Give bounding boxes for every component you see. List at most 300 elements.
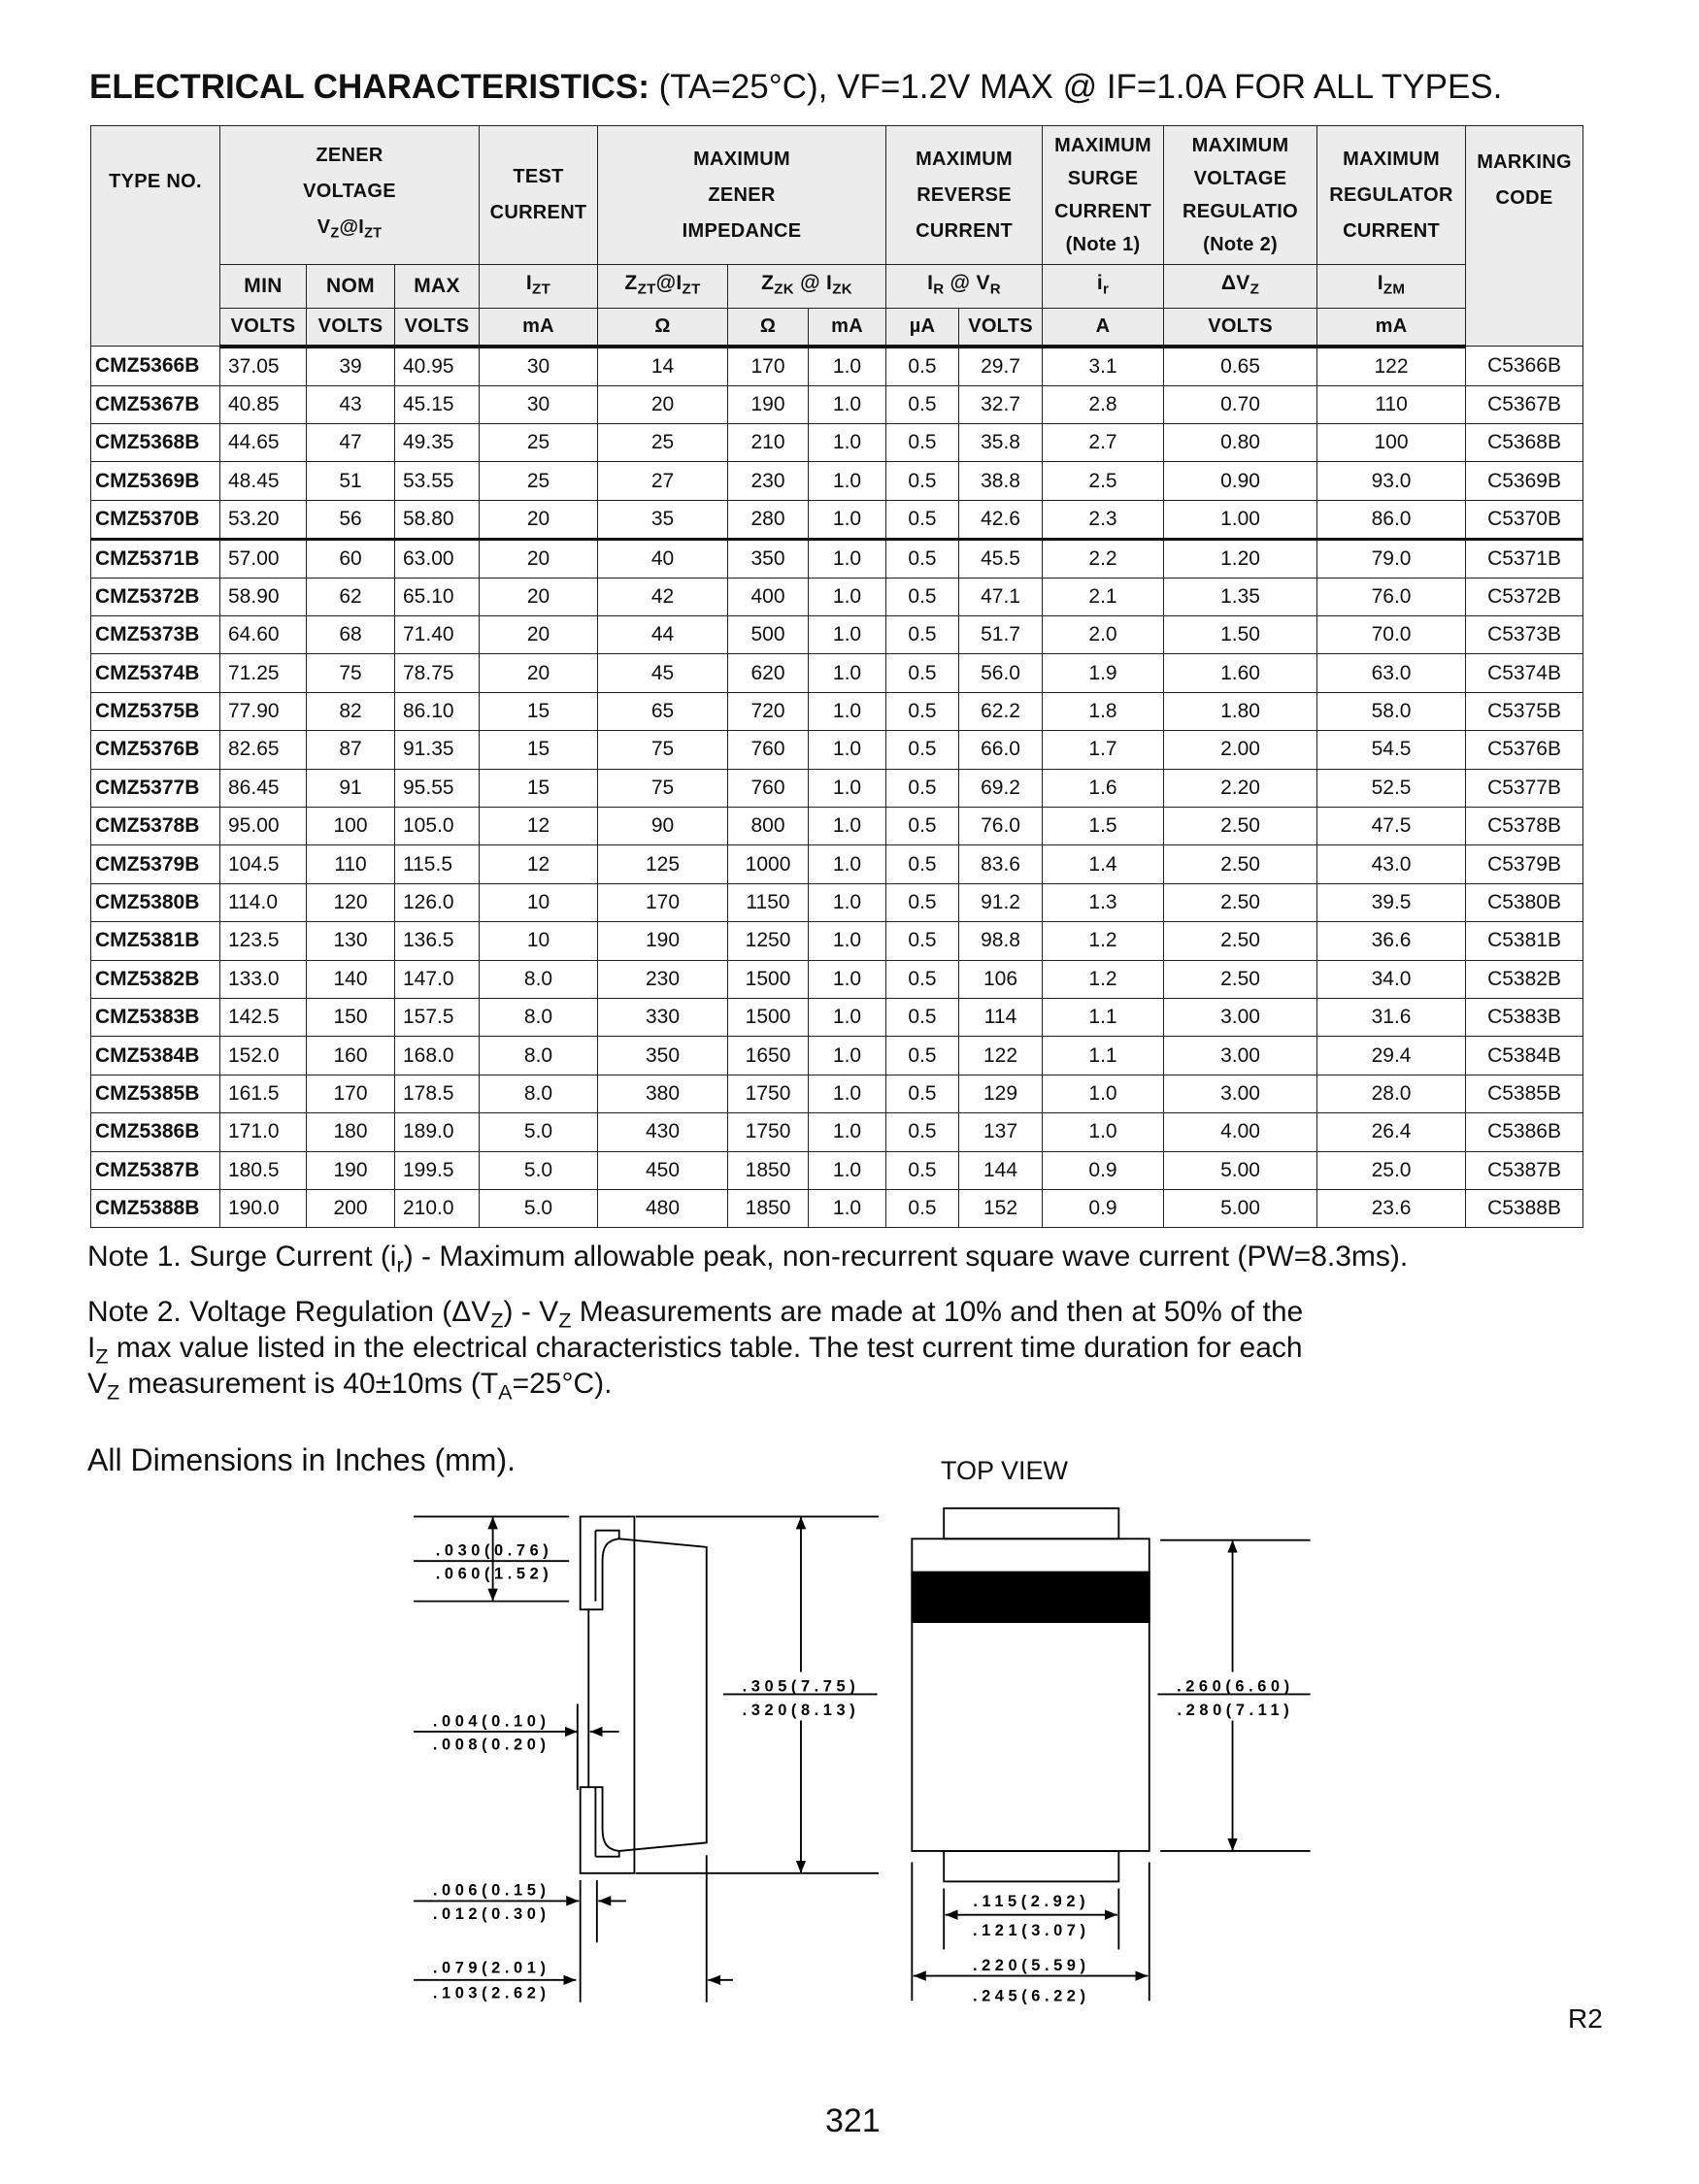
table-cell: 29.4: [1317, 1037, 1466, 1075]
marking-code-cell: C5383B: [1466, 999, 1583, 1037]
table-cell: 25: [598, 423, 728, 461]
table-cell: 2.20: [1164, 769, 1317, 807]
table-cell: 69.2: [959, 769, 1043, 807]
table-cell: 620: [728, 654, 809, 692]
table-cell: 35.8: [959, 423, 1043, 461]
table-cell: 178.5: [395, 1075, 480, 1112]
table-cell: 32.7: [959, 385, 1043, 423]
table-cell: 1.1: [1043, 1037, 1164, 1075]
table-cell: 104.5: [220, 845, 307, 883]
table-cell: 0.5: [886, 1151, 959, 1189]
type-number-cell: CMZ5366B: [91, 347, 220, 386]
table-cell: 2.0: [1043, 616, 1164, 654]
table-cell: 48.45: [220, 462, 307, 500]
table-cell: 0.5: [886, 462, 959, 500]
table-cell: 20: [480, 654, 598, 692]
table-cell: 40.85: [220, 385, 307, 423]
marking-code-cell: C5376B: [1466, 731, 1583, 769]
table-cell: 36.6: [1317, 922, 1466, 960]
column-group-header: MAXIMUM SURGE CURRENT (Note 1): [1043, 126, 1164, 265]
table-cell: 52.5: [1317, 769, 1466, 807]
table-cell: 76.0: [1317, 578, 1466, 615]
table-cell: 200: [307, 1189, 395, 1227]
marking-code-cell: C5385B: [1466, 1075, 1583, 1112]
table-cell: 43.0: [1317, 845, 1466, 883]
table-cell: 1.0: [809, 1189, 886, 1227]
table-cell: 380: [598, 1075, 728, 1112]
table-cell: 2.00: [1164, 731, 1317, 769]
dim-standoff-min: .004(0.10): [432, 1712, 550, 1731]
table-cell: 152: [959, 1189, 1043, 1227]
table-cell: 137: [959, 1113, 1043, 1151]
table-cell: 5.00: [1164, 1151, 1317, 1189]
unit-header: µA: [886, 308, 959, 347]
marking-code-cell: C5369B: [1466, 462, 1583, 500]
type-number-cell: CMZ5374B: [91, 654, 220, 692]
table-cell: 190: [728, 385, 809, 423]
table-cell: 0.80: [1164, 423, 1317, 461]
table-cell: 100: [1317, 423, 1466, 461]
unit-header: VOLTS: [307, 308, 395, 347]
table-cell: 330: [598, 999, 728, 1037]
table-cell: 25.0: [1317, 1151, 1466, 1189]
table-cell: 2.50: [1164, 960, 1317, 998]
symbol-header: $I_{ZT}$: [480, 265, 598, 309]
table-cell: 350: [598, 1037, 728, 1075]
table-cell: 70.0: [1317, 616, 1466, 654]
table-cell: 1.0: [809, 845, 886, 883]
dim-lead-width-min: .115(2.92): [973, 1893, 1090, 1911]
marking-code-cell: C5367B: [1466, 385, 1583, 423]
table-cell: 58.0: [1317, 692, 1466, 730]
marking-code-cell: C5388B: [1466, 1189, 1583, 1227]
table-cell: 190: [598, 922, 728, 960]
table-cell: 1.0: [809, 1113, 886, 1151]
table-cell: 42.6: [959, 500, 1043, 539]
table-cell: 161.5: [220, 1075, 307, 1112]
table-cell: 43: [307, 385, 395, 423]
marking-code-cell: C5377B: [1466, 769, 1583, 807]
table-cell: 5.0: [480, 1151, 598, 1189]
table-cell: 800: [728, 808, 809, 845]
table-cell: 0.5: [886, 385, 959, 423]
table-cell: 25: [480, 462, 598, 500]
table-cell: 0.5: [886, 692, 959, 730]
table-cell: 144: [959, 1151, 1043, 1189]
table-cell: 105.0: [395, 808, 480, 845]
table-cell: 1.5: [1043, 808, 1164, 845]
column-group-header: MAXIMUM ZENER IMPEDANCE: [598, 126, 886, 265]
table-cell: 0.5: [886, 769, 959, 807]
table-cell: 2.7: [1043, 423, 1164, 461]
table-cell: 58.80: [395, 500, 480, 539]
table-cell: 1.0: [809, 616, 886, 654]
table-cell: 210.0: [395, 1189, 480, 1227]
table-cell: 91.35: [395, 731, 480, 769]
table-cell: 3.1: [1043, 347, 1164, 386]
dim-lead-gap-max: .012(0.30): [432, 1904, 550, 1923]
table-cell: 106: [959, 960, 1043, 998]
table-cell: 110: [1317, 385, 1466, 423]
table-cell: 1.9: [1043, 654, 1164, 692]
type-number-cell: CMZ5377B: [91, 769, 220, 807]
table-cell: 0.5: [886, 539, 959, 578]
symbol-header: MAX: [395, 265, 480, 309]
table-cell: 2.50: [1164, 808, 1317, 845]
top-view-label: TOP VIEW: [941, 1456, 1069, 1485]
marking-code-cell: C5386B: [1466, 1113, 1583, 1151]
table-cell: 115.5: [395, 845, 480, 883]
marking-code-cell: C5374B: [1466, 654, 1583, 692]
type-number-cell: CMZ5372B: [91, 578, 220, 615]
dim-height-min: .079(2.01): [432, 1959, 550, 1977]
table-cell: 430: [598, 1113, 728, 1151]
table-cell: 1.2: [1043, 960, 1164, 998]
table-cell: 23.6: [1317, 1189, 1466, 1227]
table-cell: 180.5: [220, 1151, 307, 1189]
table-cell: 1.0: [809, 347, 886, 386]
table-cell: 5.00: [1164, 1189, 1317, 1227]
type-number-cell: CMZ5387B: [91, 1151, 220, 1189]
marking-code-cell: C5380B: [1466, 883, 1583, 921]
symbol-header: $Z_{ZK}$ @ $I_{ZK}$: [728, 265, 886, 309]
table-cell: 1.60: [1164, 654, 1317, 692]
table-cell: 38.8: [959, 462, 1043, 500]
table-cell: 75: [598, 769, 728, 807]
table-cell: 500: [728, 616, 809, 654]
dimensions-heading: All Dimensions in Inches (mm).: [87, 1442, 516, 1477]
table-cell: 1.1: [1043, 999, 1164, 1037]
table-cell: 1150: [728, 883, 809, 921]
table-cell: 62: [307, 578, 395, 615]
table-cell: 34.0: [1317, 960, 1466, 998]
title-bold: ELECTRICAL CHARACTERISTICS:: [89, 68, 650, 106]
table-cell: 2.50: [1164, 922, 1317, 960]
table-cell: 147.0: [395, 960, 480, 998]
table-cell: 90: [598, 808, 728, 845]
page-number: 321: [825, 2102, 881, 2139]
marking-code-cell: C5382B: [1466, 960, 1583, 998]
marking-code-cell: C5378B: [1466, 808, 1583, 845]
table-cell: 1.0: [809, 731, 886, 769]
table-cell: 30: [480, 385, 598, 423]
table-cell: 1500: [728, 999, 809, 1037]
table-cell: 20: [480, 539, 598, 578]
table-cell: 1.0: [809, 654, 886, 692]
table-cell: 1.0: [809, 922, 886, 960]
dim-lead-thickness-min: .030(0.76): [435, 1541, 553, 1560]
revision-label: R2: [1568, 2003, 1603, 2034]
table-cell: 8.0: [480, 1037, 598, 1075]
table-cell: 152.0: [220, 1037, 307, 1075]
table-cell: 1.0: [809, 1075, 886, 1112]
symbol-header: $Z_{ZT}@I_{ZT}$: [598, 265, 728, 309]
column-group-header: MAXIMUM REGULATOR CURRENT: [1317, 126, 1466, 265]
table-cell: 0.5: [886, 578, 959, 615]
table-cell: 12: [480, 845, 598, 883]
table-cell: 190.0: [220, 1189, 307, 1227]
table-cell: 91: [307, 769, 395, 807]
table-cell: 20: [480, 578, 598, 615]
table-cell: 1.00: [1164, 500, 1317, 539]
table-cell: 75: [598, 731, 728, 769]
table-cell: 8.0: [480, 960, 598, 998]
table-cell: 68: [307, 616, 395, 654]
table-cell: 47.1: [959, 578, 1043, 615]
side-view: [414, 1516, 879, 2002]
table-cell: 190: [307, 1151, 395, 1189]
table-cell: 0.65: [1164, 347, 1317, 386]
table-cell: 0.5: [886, 654, 959, 692]
table-cell: 28.0: [1317, 1075, 1466, 1112]
table-cell: 8.0: [480, 999, 598, 1037]
symbol-header: NOM: [307, 265, 395, 309]
marking-code-cell: C5375B: [1466, 692, 1583, 730]
dim-overall-length-min: .305(7.75): [742, 1677, 860, 1696]
symbol-header: $I_{ZM}$: [1317, 265, 1466, 309]
table-cell: 53.20: [220, 500, 307, 539]
type-number-cell: CMZ5386B: [91, 1113, 220, 1151]
table-cell: 0.70: [1164, 385, 1317, 423]
table-cell: 47: [307, 423, 395, 461]
table-cell: 0.90: [1164, 462, 1317, 500]
table-cell: 122: [959, 1037, 1043, 1075]
type-number-cell: CMZ5380B: [91, 883, 220, 921]
table-cell: 95.00: [220, 808, 307, 845]
table-cell: 20: [480, 500, 598, 539]
table-cell: 75: [307, 654, 395, 692]
table-cell: 45.15: [395, 385, 480, 423]
marking-code-cell: C5384B: [1466, 1037, 1583, 1075]
column-group-header: ZENER VOLTAGE $V_Z@I_{ZT}$: [220, 126, 480, 265]
table-cell: 86.10: [395, 692, 480, 730]
table-cell: 1.0: [809, 500, 886, 539]
table-cell: 77.90: [220, 692, 307, 730]
dim-standoff-max: .008(0.20): [432, 1736, 550, 1754]
table-cell: 180: [307, 1113, 395, 1151]
marking-code-cell: C5371B: [1466, 539, 1583, 578]
table-cell: 0.5: [886, 731, 959, 769]
marking-code-cell: C5381B: [1466, 922, 1583, 960]
dim-height-max: .103(2.62): [432, 1984, 550, 2002]
column-group-header: MAXIMUM REVERSE CURRENT: [886, 126, 1043, 265]
table-cell: 2.1: [1043, 578, 1164, 615]
table-cell: 199.5: [395, 1151, 480, 1189]
table-cell: 63.0: [1317, 654, 1466, 692]
table-cell: 78.75: [395, 654, 480, 692]
table-cell: 0.5: [886, 1189, 959, 1227]
unit-header: mA: [809, 308, 886, 347]
table-cell: 136.5: [395, 922, 480, 960]
marking-code-cell: C5379B: [1466, 845, 1583, 883]
marking-code-cell: C5372B: [1466, 578, 1583, 615]
table-cell: 122: [1317, 347, 1466, 386]
table-cell: 57.00: [220, 539, 307, 578]
table-cell: 130: [307, 922, 395, 960]
table-cell: 15: [480, 692, 598, 730]
table-cell: 1750: [728, 1113, 809, 1151]
table-cell: 29.7: [959, 347, 1043, 386]
table-cell: 8.0: [480, 1075, 598, 1112]
table-cell: 168.0: [395, 1037, 480, 1075]
table-cell: 0.5: [886, 616, 959, 654]
marking-code-cell: C5366B: [1466, 347, 1583, 386]
table-cell: 15: [480, 769, 598, 807]
table-cell: 1850: [728, 1151, 809, 1189]
title-conditions: (TA=25°C), VF=1.2V MAX @ IF=1.0A FOR ALL TYPES.: [649, 68, 1503, 106]
table-cell: 157.5: [395, 999, 480, 1037]
table-cell: 47.5: [1317, 808, 1466, 845]
dim-lead-width-max: .121(3.07): [972, 1922, 1090, 1940]
table-cell: 0.5: [886, 960, 959, 998]
marking-code-cell: C5368B: [1466, 423, 1583, 461]
table-cell: 1500: [728, 960, 809, 998]
table-cell: 450: [598, 1151, 728, 1189]
table-cell: 56.0: [959, 654, 1043, 692]
dim-body-length-min: .260(6.60): [1177, 1677, 1294, 1696]
unit-header: mA: [480, 308, 598, 347]
table-cell: 1.2: [1043, 922, 1164, 960]
table-cell: 65.10: [395, 578, 480, 615]
table-cell: 480: [598, 1189, 728, 1227]
table-cell: 3.00: [1164, 1037, 1317, 1075]
table-cell: 125: [598, 845, 728, 883]
marking-code-cell: C5373B: [1466, 616, 1583, 654]
table-cell: 1.7: [1043, 731, 1164, 769]
table-cell: 760: [728, 769, 809, 807]
dim-overall-length-max: .320(8.13): [742, 1701, 860, 1719]
table-cell: 2.2: [1043, 539, 1164, 578]
table-cell: 71.25: [220, 654, 307, 692]
table-cell: 45: [598, 654, 728, 692]
table-cell: 51.7: [959, 616, 1043, 654]
table-cell: 42: [598, 578, 728, 615]
dimension-labels: [433, 1541, 1294, 2004]
table-cell: 39.5: [1317, 883, 1466, 921]
unit-header: VOLTS: [220, 308, 307, 347]
table-cell: 98.8: [959, 922, 1043, 960]
table-cell: 1.0: [809, 462, 886, 500]
table-cell: 1.0: [809, 692, 886, 730]
table-cell: 142.5: [220, 999, 307, 1037]
table-cell: 114.0: [220, 883, 307, 921]
table-cell: 0.5: [886, 1075, 959, 1112]
note-2-line-2: $I_Z$ max value listed in the electrical characteristics table. The test current time duration for each: [87, 1332, 1303, 1369]
type-number-cell: CMZ5388B: [91, 1189, 220, 1227]
table-cell: 65: [598, 692, 728, 730]
table-cell: 0.5: [886, 922, 959, 960]
table-cell: 0.5: [886, 1113, 959, 1151]
unit-header: VOLTS: [959, 308, 1043, 347]
table-cell: 1.35: [1164, 578, 1317, 615]
table-cell: 64.60: [220, 616, 307, 654]
table-cell: 0.5: [886, 1037, 959, 1075]
table-cell: 2.50: [1164, 845, 1317, 883]
top-view: [912, 1508, 1310, 2001]
table-cell: 20: [598, 385, 728, 423]
table-cell: 15: [480, 731, 598, 769]
note-2-line-1: Note 2. Voltage Regulation $(\Delta V_Z) - V_Z$ Measurements are made at 10% and then at 50% of the: [87, 1296, 1304, 1333]
table-cell: 30: [480, 347, 598, 386]
table-cell: 79.0: [1317, 539, 1466, 578]
table-cell: 26.4: [1317, 1113, 1466, 1151]
symbol-header: $I_R$ @ $V_R$: [886, 265, 1043, 309]
table-cell: 37.05: [220, 347, 307, 386]
type-number-cell: CMZ5367B: [91, 385, 220, 423]
table-cell: 123.5: [220, 922, 307, 960]
dim-body-length-max: .280(7.11): [1177, 1701, 1294, 1719]
table-cell: 5.0: [480, 1189, 598, 1227]
table-cell: 1.3: [1043, 883, 1164, 921]
type-number-cell: CMZ5379B: [91, 845, 220, 883]
note-1: Note 1. Surge Current $(i_r)$ - Maximum allowable peak, non-recurrent square wave current (PW=8.3ms).: [87, 1241, 1409, 1277]
table-cell: 82: [307, 692, 395, 730]
table-cell: 40: [598, 539, 728, 578]
table-cell: 0.5: [886, 347, 959, 386]
marking-code-cell: C5387B: [1466, 1151, 1583, 1189]
table-cell: 133.0: [220, 960, 307, 998]
table-cell: 40.95: [395, 347, 480, 386]
table-cell: 230: [598, 960, 728, 998]
table-cell: 12: [480, 808, 598, 845]
table-cell: 76.0: [959, 808, 1043, 845]
table-cell: 1.0: [809, 1037, 886, 1075]
table-cell: 1.8: [1043, 692, 1164, 730]
table-cell: 86.0: [1317, 500, 1466, 539]
type-number-cell: CMZ5385B: [91, 1075, 220, 1112]
table-cell: 1.4: [1043, 845, 1164, 883]
table-cell: 1.0: [809, 539, 886, 578]
symbol-header: $\Delta V_Z$: [1164, 265, 1317, 309]
table-cell: 350: [728, 539, 809, 578]
column-group-header: TYPE NO.: [91, 126, 220, 347]
table-cell: 1850: [728, 1189, 809, 1227]
table-cell: 0.5: [886, 808, 959, 845]
type-number-cell: CMZ5381B: [91, 922, 220, 960]
unit-header: Ω: [598, 308, 728, 347]
type-number-cell: CMZ5368B: [91, 423, 220, 461]
table-cell: 110: [307, 845, 395, 883]
table-cell: 160: [307, 1037, 395, 1075]
table-cell: 170: [307, 1075, 395, 1112]
table-cell: 0.5: [886, 883, 959, 921]
type-number-cell: CMZ5383B: [91, 999, 220, 1037]
table-cell: 5.0: [480, 1113, 598, 1151]
table-cell: 400: [728, 578, 809, 615]
table-cell: 39: [307, 347, 395, 386]
table-cell: 60: [307, 539, 395, 578]
table-cell: 20: [480, 616, 598, 654]
table-cell: 2.8: [1043, 385, 1164, 423]
symbol-header: MIN: [220, 265, 307, 309]
type-number-cell: CMZ5382B: [91, 960, 220, 998]
table-cell: 0.9: [1043, 1189, 1164, 1227]
table-cell: 27: [598, 462, 728, 500]
table-cell: 1.0: [809, 769, 886, 807]
table-cell: 95.55: [395, 769, 480, 807]
table-cell: 170: [728, 347, 809, 386]
table-cell: 1.0: [809, 385, 886, 423]
type-number-cell: CMZ5375B: [91, 692, 220, 730]
note-2-line-3: $V_Z$ measurement is 40±10ms $(T_A=25^\circ C)$.: [87, 1368, 613, 1405]
table-cell: 1.80: [1164, 692, 1317, 730]
table-cell: 171.0: [220, 1113, 307, 1151]
table-cell: 150: [307, 999, 395, 1037]
table-cell: 0.5: [886, 999, 959, 1037]
table-cell: 760: [728, 731, 809, 769]
table-cell: 3.00: [1164, 1075, 1317, 1112]
table-cell: 1000: [728, 845, 809, 883]
